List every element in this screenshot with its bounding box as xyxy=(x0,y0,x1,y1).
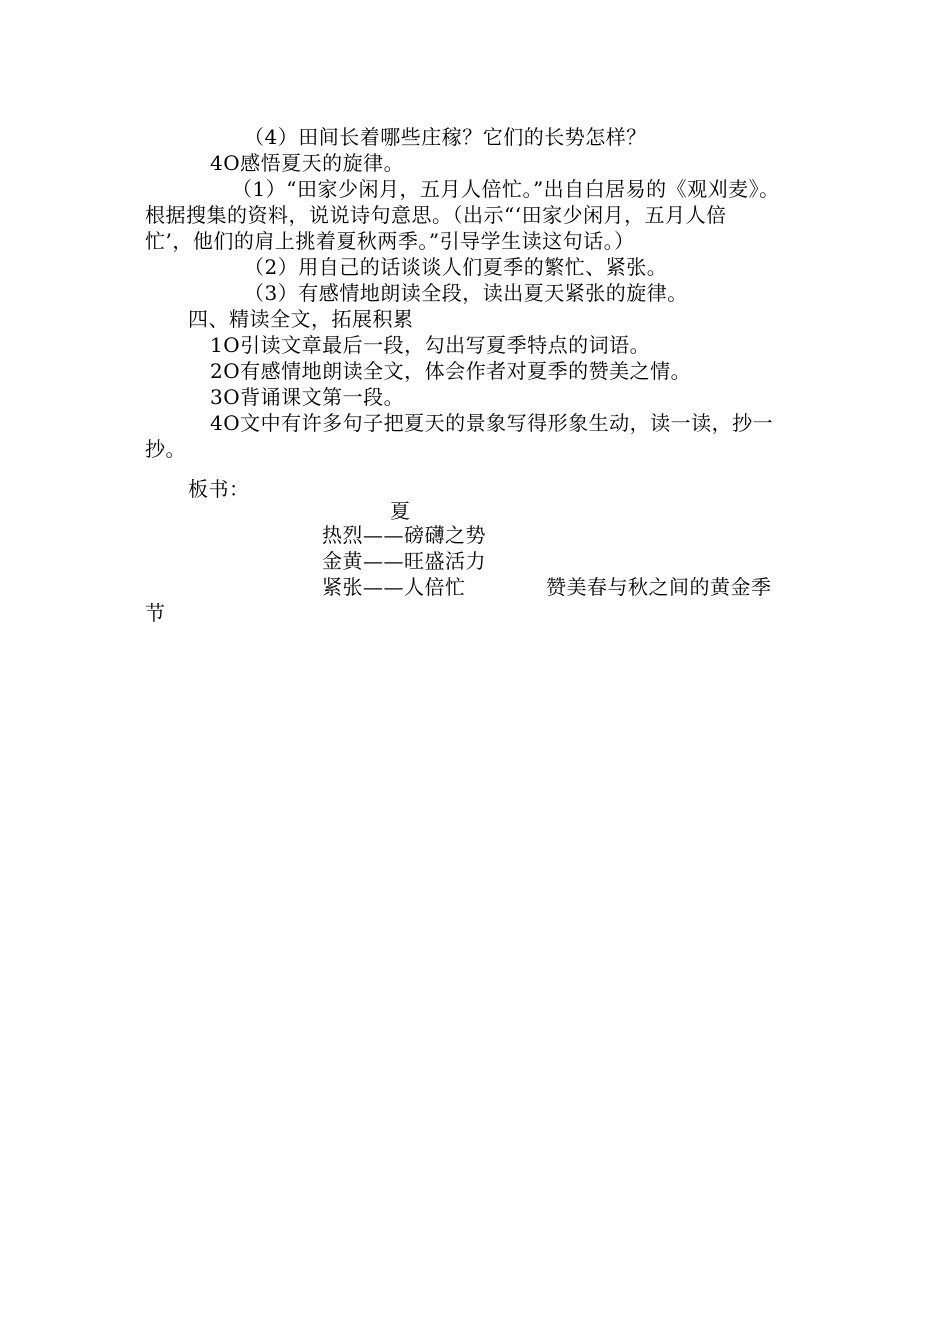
board-row-3: 紧张——人倍忙 xyxy=(322,575,466,599)
item-1-line-b: 根据搜集的资料，说说诗句意思。（出示“‘田家少闲月，五月人倍 xyxy=(145,203,727,227)
step-4-line-b: 抄。 xyxy=(145,437,186,461)
part-4-heading: 四、精读全文，拓展积累 xyxy=(188,307,414,331)
board-label: 板书： xyxy=(188,477,250,501)
board-summary-b: 节 xyxy=(145,601,166,625)
section-4-heading: 4O感悟夏天的旋律。 xyxy=(210,151,405,175)
board-title: 夏 xyxy=(390,499,411,523)
board-row-1: 热烈——磅礴之势 xyxy=(322,523,486,547)
item-2-line: （2）用自己的话谈谈人们夏季的繁忙、紧张。 xyxy=(244,255,668,279)
item-3-line: （3）有感情地朗读全段，读出夏天紧张的旋律。 xyxy=(244,281,688,305)
item-1-line-c: 忙’，他们的肩上挑着夏秋两季。”引导学生读这句话。） xyxy=(145,229,635,253)
step-3-line: 3O背诵课文第一段。 xyxy=(210,385,405,409)
step-4-line-a: 4O文中有许多句子把夏天的景象写得形象生动，读一读，抄一 xyxy=(210,411,774,435)
board-row-2: 金黄——旺盛活力 xyxy=(322,549,486,573)
item-1-line-a: （1）“田家少闲月，五月人倍忙。”出自白居易的《观刈麦》。 xyxy=(232,177,780,201)
step-2-line: 2O有感情地朗读全文，体会作者对夏季的赞美之情。 xyxy=(210,359,692,383)
question-4-line: （4）田间长着哪些庄稼？它们的长势怎样？ xyxy=(244,125,647,149)
board-summary-a: 赞美春与秋之间的黄金季 xyxy=(546,575,772,599)
step-1-line: 1O引读文章最后一段，勾出写夏季特点的词语。 xyxy=(210,333,651,357)
